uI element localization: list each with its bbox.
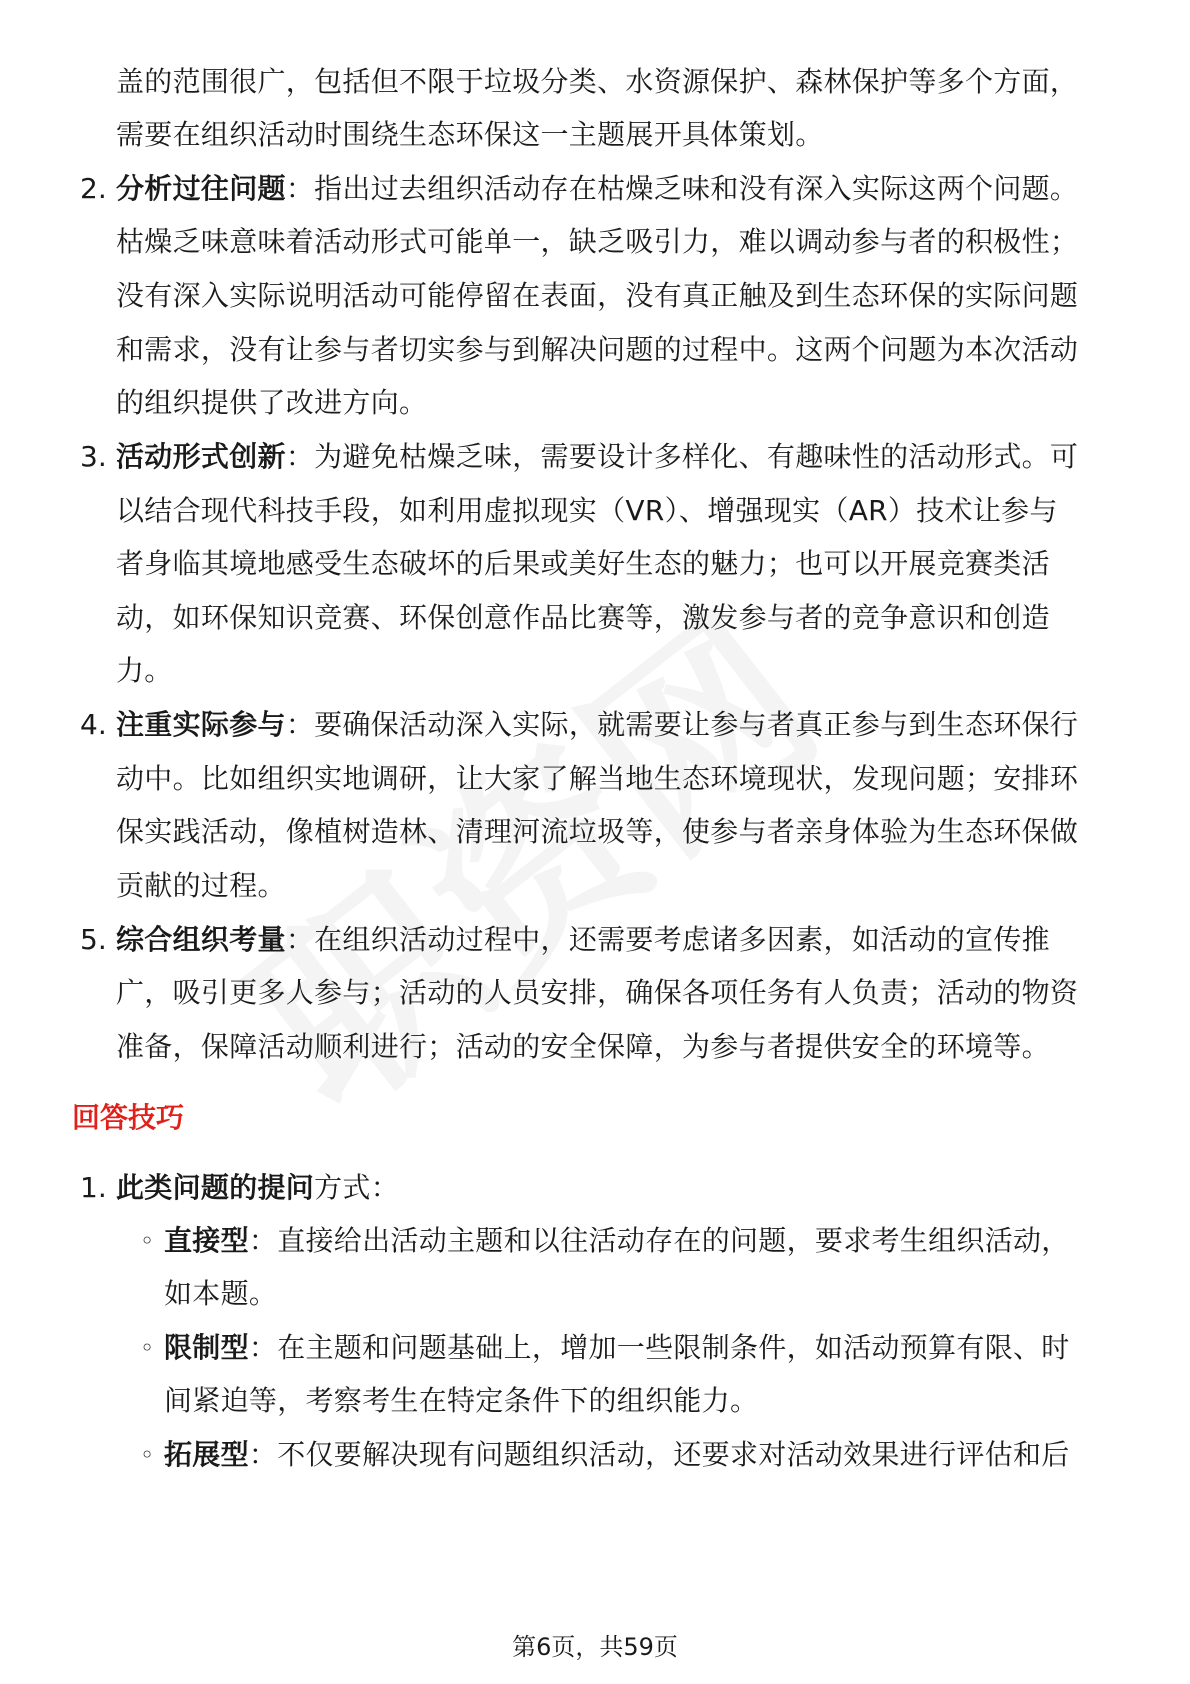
tips-title xyxy=(116,1168,399,1208)
section-heading: 回答技巧 xyxy=(72,1101,185,1134)
list-item-text: ：要确保活动深入实际，就需要让参与者真正参与到生态环保行 xyxy=(285,708,1079,741)
list-number: 4. xyxy=(80,708,107,741)
list-number: 5. xyxy=(80,923,107,956)
list-item-line: 保实践活动，像植树造林、清理河流垃圾等，使参与者亲身体验为生态环保做 xyxy=(116,815,1079,848)
bullet-icon: ◦ xyxy=(140,1441,155,1469)
list-item-title: 综合组织考量 xyxy=(116,923,286,956)
list-item-title: 活动形式创新 xyxy=(116,440,286,473)
list-item-line: 以结合现代科技手段，如利用虚拟现实（VR）、增强现实（AR）技术让参与 xyxy=(116,494,1058,527)
list-item-line xyxy=(116,920,1050,960)
paragraph-line: 盖的范围很广，包括但不限于垃圾分类、水资源保护、森林保护等多个方面， xyxy=(116,65,1079,98)
sub-item-label: 拓展型 xyxy=(164,1438,249,1471)
list-item-line: 贡献的过程。 xyxy=(116,869,286,902)
sub-item-label: 限制型 xyxy=(164,1331,249,1364)
list-number: 2. xyxy=(80,172,107,205)
list-item-text: ：为避免枯燥乏味，需要设计多样化、有趣味性的活动形式。可 xyxy=(285,440,1079,473)
sub-item-text: ：不仅要解决现有问题组织活动，还要求对活动效果进行评估和后 xyxy=(248,1438,1070,1471)
sub-item-line: 如本题。 xyxy=(164,1277,278,1310)
list-item-line: 广，吸引更多人参与；活动的人员安排，确保各项任务有人负责；活动的物资 xyxy=(116,976,1079,1009)
tips-title-rest: 方式： xyxy=(314,1171,400,1204)
sub-item-label: 直接型 xyxy=(164,1224,249,1257)
list-item-line: 动中。比如组织实地调研，让大家了解当地生态环境现状，发现问题；安排环 xyxy=(116,762,1079,795)
tips-title-bold: 此类问题的提问 xyxy=(116,1171,315,1204)
bullet-icon: ◦ xyxy=(140,1227,155,1255)
sub-item-line xyxy=(164,1221,1070,1261)
sub-item-line xyxy=(164,1328,1070,1368)
list-item-line: 准备，保障活动顺利进行；活动的安全保障，为参与者提供安全的环境等。 xyxy=(116,1030,1050,1063)
paragraph-line: 需要在组织活动时围绕生态环保这一主题展开具体策划。 xyxy=(116,118,824,151)
list-item-line: 力。 xyxy=(116,654,173,687)
bullet-icon: ◦ xyxy=(140,1334,155,1362)
list-number: 1. xyxy=(80,1171,107,1204)
list-item-line: 者身临其境地感受生态破坏的后果或美好生态的魅力；也可以开展竞赛类活 xyxy=(116,547,1050,580)
list-item-line xyxy=(116,705,1078,745)
list-item-line: 的组织提供了改进方向。 xyxy=(116,386,428,419)
list-item-line: 和需求，没有让参与者切实参与到解决问题的过程中。这两个问题为本次活动 xyxy=(116,333,1079,366)
list-item-title: 分析过往问题 xyxy=(116,172,286,205)
list-item-line xyxy=(116,169,1078,209)
sub-item-line xyxy=(164,1435,1070,1475)
sub-item-text: ：在主题和问题基础上，增加一些限制条件，如活动预算有限、时 xyxy=(248,1331,1070,1364)
list-item-line: 没有深入实际说明活动可能停留在表面，没有真正触及到生态环保的实际问题 xyxy=(116,279,1079,312)
list-item-text: ：指出过去组织活动存在枯燥乏味和没有深入实际这两个问题。 xyxy=(285,172,1079,205)
list-item-line: 枯燥乏味意味着活动形式可能单一，缺乏吸引力，难以调动参与者的积极性； xyxy=(116,225,1079,258)
sub-item-line: 间紧迫等，考察考生在特定条件下的组织能力。 xyxy=(164,1384,759,1417)
list-number: 3. xyxy=(80,440,107,473)
sub-item-text: ：直接给出活动主题和以往活动存在的问题，要求考生组织活动， xyxy=(248,1224,1070,1257)
page-footer: 第6页，共59页 xyxy=(512,1633,678,1661)
list-item-title: 注重实际参与 xyxy=(116,708,286,741)
list-item-text: ：在组织活动过程中，还需要考虑诸多因素，如活动的宣传推 xyxy=(285,923,1050,956)
list-item-line xyxy=(116,437,1078,477)
list-item-line: 动，如环保知识竞赛、环保创意作品比赛等，激发参与者的竞争意识和创造 xyxy=(116,601,1050,634)
